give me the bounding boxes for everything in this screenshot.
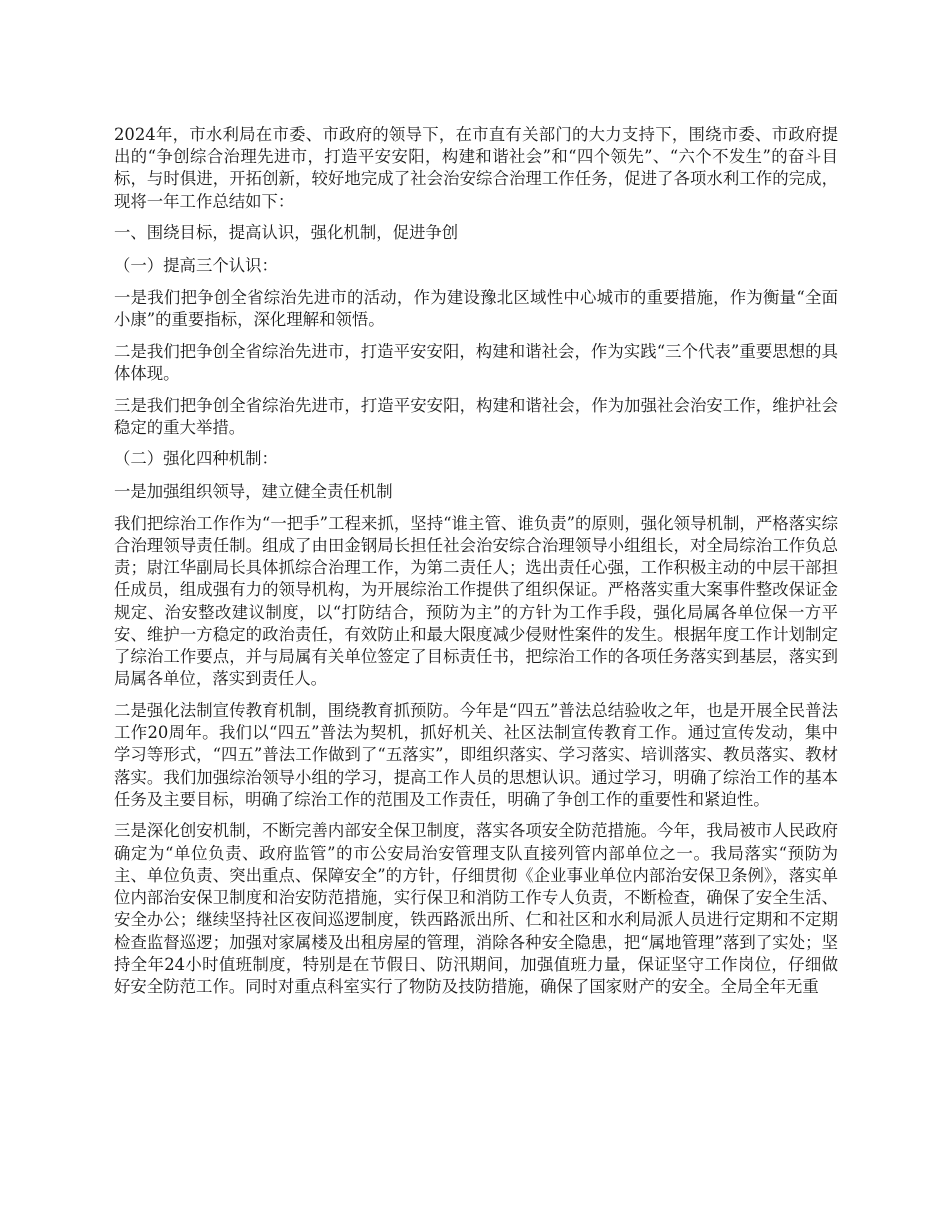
awareness-item-3: 三是我们把争创全省综治先进市，打造平安安阳，构建和谐社会，作为加强社会治安工作，维护社会稳定的重大举措。 bbox=[114, 395, 838, 437]
mechanism-paragraph-2: 二是强化法制宣传教育机制，围绕教育抓预防。今年是“四五”普法总结验收之年，也是开展全民普法工作20周年。我们以“四五”普法为契机，抓好机关、社区法制宣传教育工作。通过宣传发动，集中学习等形式，“四五”普法工作做到了“五落实”，即组织落实、学习落实、培训落实、教员落实、教材落实。我们加强综治领导小组的学习，提高工作人员的思想认识。通过学习，明确了综治工作的基本任务及主要目标，明确了综治工作的范围及工作责任，明确了争创工作的重要性和紧迫性。 bbox=[114, 700, 838, 809]
intro-paragraph: 2024年，市水利局在市委、市政府的领导下，在市直有关部门的大力支持下，围绕市委、市政府提出的“争创综合治理先进市，打造平安安阳，构建和谐社会”和“四个领先”、“六个不发生”的奋斗目标，与时俱进，开拓创新，较好地完成了社会治安综合治理工作任务，促进了各项水利工作的完成，现将一年工作总结如下： bbox=[114, 125, 838, 211]
subsection-heading-2: （二）强化四种机制： bbox=[114, 449, 278, 469]
mechanism-heading-1: 一是加强组织领导，建立健全责任机制 bbox=[114, 481, 393, 501]
document-body bbox=[114, 124, 838, 1008]
mechanism-paragraph-1: 我们把综治工作作为“一把手”工程来抓，坚持“谁主管、谁负责”的原则，强化领导机制，严格落实综合治理领导责任制。组成了由田金钢局长担任社会治安综合治理领导小组组长，对全局综治工作负总责；尉江华副局长具体抓综合治理工作，为第二责任人；选出责任心强，工作积极主动的中层干部担任成员，组成强有力的领导机构，为开展综治工作提供了组织保证。严格落实重大案事件整改保证金规定、治安整改建议制度，以“打防结合，预防为主”的方针为工作手段，强化局属各单位保一方平安、维护一方稳定的政治责任，有效防止和最大限度减少侵财性案件的发生。根据年度工作计划制定了综治工作要点，并与局属有关单位签定了目标责任书，把综治工作的各项任务落实到基层，落实到局属各单位，落实到责任人。 bbox=[114, 513, 838, 689]
awareness-item-2: 二是我们把争创全省综治先进市，打造平安安阳，构建和谐社会，作为实践“三个代表”重要思想的具体体现。 bbox=[114, 341, 838, 383]
subsection-heading-1: （一）提高三个认识： bbox=[114, 255, 278, 275]
section-heading-1: 一、围绕目标，提高认识，强化机制，促进争创 bbox=[114, 223, 459, 243]
mechanism-paragraph-3: 三是深化创安机制，不断完善内部安全保卫制度，落实各项安全防范措施。今年，我局被市人民政府确定为“单位负责、政府监管”的市公安局治安管理支队直接列管内部单位之一。我局落实“预防为主、单位负责、突出重点、保障安全”的方针，仔细贯彻《企业事业单位内部治安保卫条例》，落实单位内部治安保卫制度和治安防范措施，实行保卫和消防工作专人负责，不断检查，确保了安全生活、安全办公；继续坚持社区夜间巡逻制度，铁西路派出所、仁和社区和水利局派人员进行定期和不定期检查监督巡逻；加强对家属楼及出租房屋的管理，消除各种安全隐患，把“属地管理”落到了实处；坚持全年24小时值班制度，特别是在节假日、防汛期间，加强值班力量，保证坚守工作岗位，仔细做好安全防范工作。同时对重点科室实行了物防及技防措施，确保了国家财产的安全。全局全年无重 bbox=[114, 821, 838, 996]
awareness-item-1: 一是我们把争创全省综治先进市的活动，作为建设豫北区域性中心城市的重要措施，作为衡量“全面小康”的重要指标，深化理解和领悟。 bbox=[114, 287, 838, 329]
